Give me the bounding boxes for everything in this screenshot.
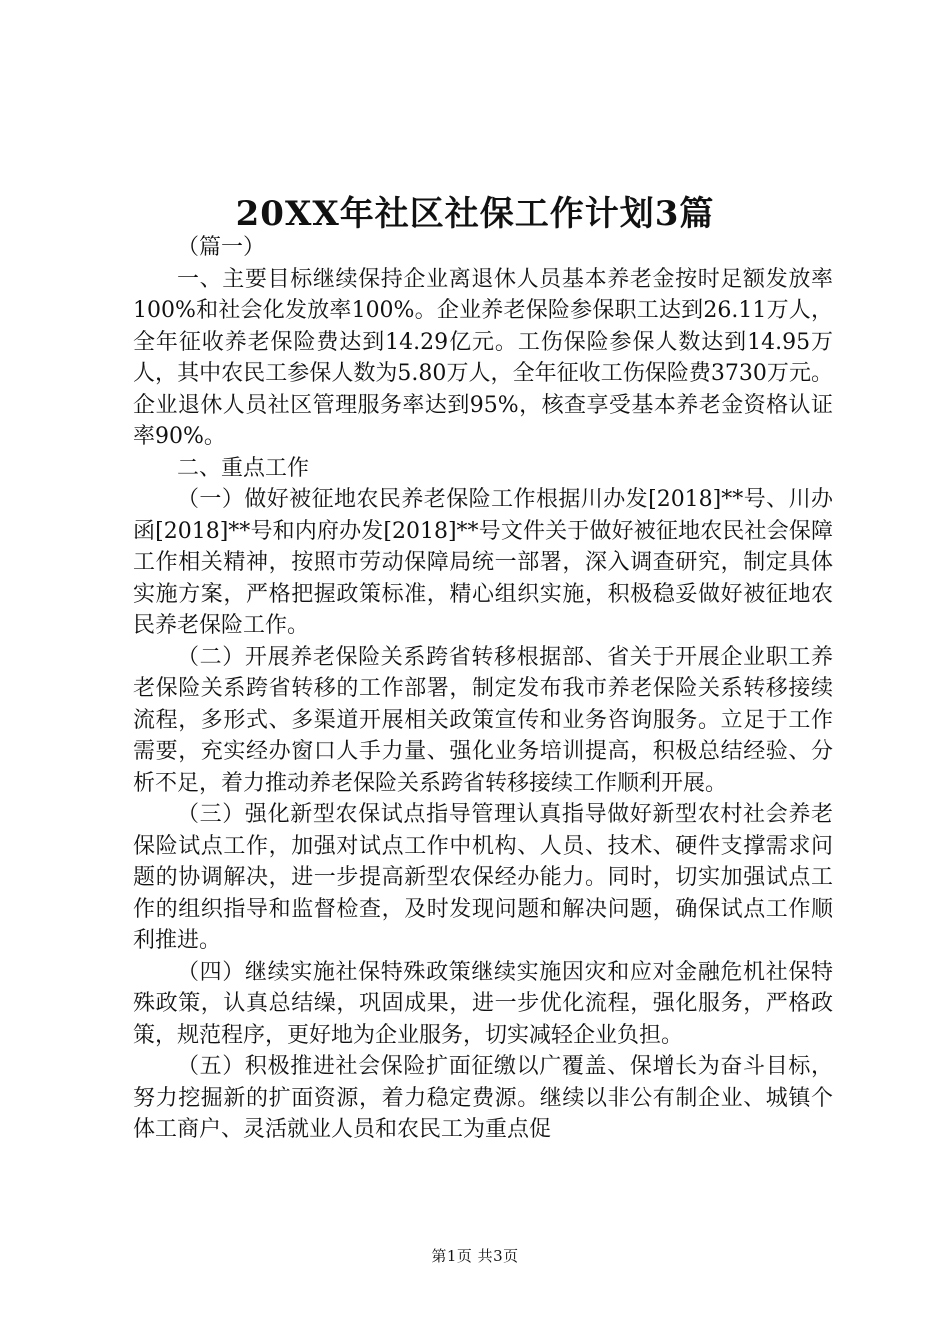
paragraph-item-5: （五）积极推进社会保险扩面征缴以广覆盖、保增长为奋斗目标，努力挖掘新的扩面资源，着力稳定费源。继续以非公有制企业、城镇个体工商户、灵活就业人员和农民工为重点促 [133,1054,833,1142]
paragraph-part-label: （篇一） [177,235,266,260]
paragraph-key-work-heading: 二、重点工作 [177,455,310,481]
document-title: 20XX年社区社保工作计划3篇 [235,194,715,234]
page-number-footer: 第1页 共3页 [431,1247,519,1265]
document-body [133,232,833,1146]
paragraph-item-4: （四）继续实施社保特殊政策继续实施因灾和应对金融危机社保特殊政策，认真总结缲，巩固成果，进一步优化流程，强化服务，严格政策，规范程序，更好地为企业服务，切实减轻企业负担。 [133,959,833,1048]
paragraph-item-1: （一）做好被征地农民养老保险工作根据川办发[2018]**号、川办函[2018]**号和内府办发[2018]**号文件关于做好被征地农民社会保障工作相关精神，按照市劳动保障局统一部署，深入调查研究，制定具体实施方案，严格把握政策标准，精心组织实施，积极稳妥做好被征地农民养老保险工作。 [133,487,833,638]
paragraph-item-3: （三）强化新型农保试点指导管理认真指导做好新型农村社会养老保险试点工作，加强对试点工作中机构、人员、技术、硬件支撑需求问题的协调解决，进一步提高新型农保经办能力。同时，切实加强试点工作的组织指导和监督检查，及时发现问题和解决问题，确保试点工作顺利推进。 [133,802,833,953]
paragraph-main-goals: 一、主要目标继续保持企业离退休人员基本养老金按时足额发放率100%和社会化发放率100%。企业养老保险参保职工达到26.11万人，全年征收养老保险费达到14.29亿元。工伤保险参保人数达到14.95万人，其中农民工参保人数为5.80万人，全年征收工伤保险费3730万元。企业退休人员社区管理服务率达到95%，核查享受基本养老金资格认证率90%。 [133,266,833,449]
paragraph-item-2: （二）开展养老保险关系跨省转移根据部、省关于开展企业职工养老保险关系跨省转移的工作部署，制定发布我市养老保险关系转移接续流程，多形式、多渠道开展相关政策宣传和业务咨询服务。立足于工作需要，充实经办窗口人手力量、强化业务培训提高，积极总结经验、分析不足，着力推动养老保险关系跨省转移接续工作顺利开展。 [133,644,833,796]
